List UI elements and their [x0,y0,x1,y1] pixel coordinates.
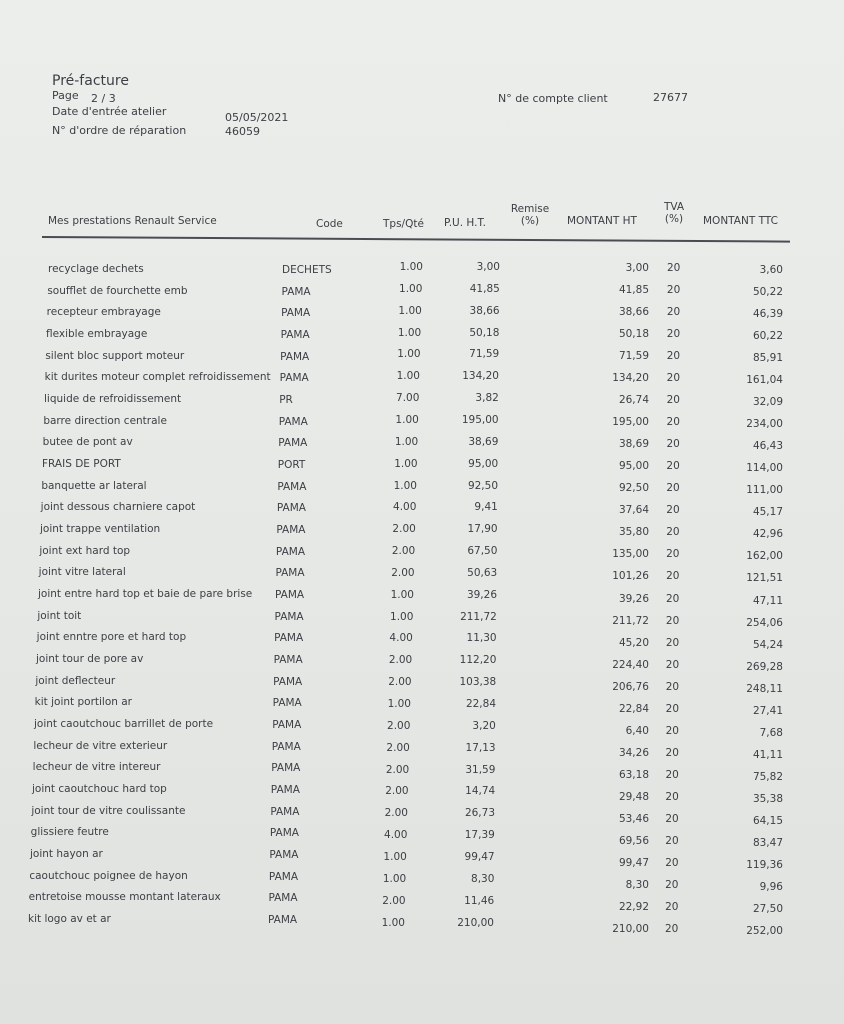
item-amount-ttc: 121,51 [746,572,783,585]
item-quantity: 1.00 [387,698,411,710]
item-amount-ttc: 32,09 [752,396,783,409]
item-vat-rate: 20 [665,900,679,913]
item-amount-ht: 95,00 [618,460,649,473]
item-description: butee de pont av [42,436,133,449]
item-amount-ttc: 269,28 [746,660,783,673]
item-quantity: 2.00 [387,719,411,732]
item-quantity: 4.00 [384,829,408,842]
item-vat-rate: 20 [666,284,681,297]
item-amount-ttc: 27,41 [752,704,783,717]
item-amount-ttc: 7,68 [759,726,783,739]
item-code: PAMA [270,805,300,818]
item-quantity: 1.00 [397,348,421,361]
item-code: PAMA [268,892,298,905]
item-description: joint tour de pore av [36,653,144,665]
col-header-amount-ht: MONTANT HT [567,215,637,227]
item-amount-ttc: 47,11 [752,594,783,607]
item-amount-ttc: 254,06 [746,616,783,629]
item-vat-rate: 20 [666,394,680,407]
item-unit-price: 17,39 [464,829,495,842]
item-description: FRAIS DE PORT [42,458,121,470]
item-unit-price: 99,47 [464,850,495,863]
item-unit-price: 14,74 [465,785,496,798]
item-description: flexible embrayage [46,328,148,340]
item-amount-ht: 22,84 [618,702,649,715]
item-unit-price: 31,59 [465,763,496,776]
item-amount-ttc: 114,00 [746,462,783,475]
item-vat-rate: 20 [666,592,680,605]
col-header-service: Mes prestations Renault Service [48,215,217,227]
item-amount-ht: 53,46 [618,812,649,825]
item-code: PAMA [278,415,308,428]
item-description: joint caoutchouc barrillet de porte [34,718,214,730]
item-code: PAMA [272,719,302,731]
item-description: lecheur de vitre exterieur [33,739,168,752]
item-code: PAMA [273,654,303,666]
item-description: joint hayon ar [30,848,103,860]
item-description: entretoise mousse montant lateraux [28,891,221,904]
item-quantity: 7.00 [396,392,420,405]
item-quantity: 2.00 [386,741,410,754]
item-code: PORT [277,459,306,471]
item-unit-price: 134,20 [462,370,499,383]
item-code: PAMA [275,545,306,558]
item-quantity: 1.00 [394,457,418,470]
item-amount-ht: 8,30 [625,878,649,891]
item-description: joint enntre pore et hard top [36,631,187,644]
item-vat-rate: 20 [666,416,680,429]
item-quantity: 2.00 [388,676,412,689]
account-number-value: 27677 [653,91,688,104]
item-description: recyclage dechets [48,263,144,275]
item-amount-ht: 211,72 [612,614,649,627]
item-vat-rate: 20 [665,658,680,671]
item-vat-rate: 20 [666,438,680,451]
item-quantity: 1.00 [397,326,422,339]
item-description: joint tour de vitre coulissante [31,804,186,817]
item-unit-price: 195,00 [461,413,499,426]
item-code: PAMA [276,502,306,515]
item-unit-price: 9,41 [474,501,498,514]
item-quantity: 1.00 [399,282,423,295]
item-amount-ttc: 50,22 [752,286,783,299]
item-unit-price: 112,20 [459,654,497,667]
item-unit-price: 3,00 [476,261,500,273]
item-unit-price: 3,20 [472,719,496,732]
item-quantity: 2.00 [384,807,408,820]
item-amount-ht: 26,74 [618,394,649,407]
item-amount-ttc: 46,39 [752,308,783,321]
order-number-value: 46059 [225,125,260,138]
item-amount-ttc: 60,22 [752,330,783,343]
col-header-qty: Tps/Qté [383,218,424,230]
item-vat-rate: 20 [665,724,679,737]
item-amount-ttc: 64,15 [752,814,783,827]
item-code: PAMA [274,610,304,623]
item-amount-ht: 6,40 [625,724,649,737]
item-amount-ht: 38,69 [618,438,649,451]
item-vat-rate: 20 [665,878,679,891]
item-quantity: 1.00 [395,413,419,426]
item-amount-ht: 63,18 [618,768,649,781]
document-title: Pré-facture [52,73,129,89]
item-amount-ttc: 54,24 [752,638,783,651]
item-code: PAMA [275,589,305,601]
item-unit-price: 22,84 [465,698,496,710]
item-quantity: 1.00 [382,872,407,885]
item-description: banquette ar lateral [41,479,147,492]
item-unit-price: 103,38 [459,676,497,689]
item-amount-ht: 45,20 [618,636,649,649]
item-vat-rate: 20 [666,526,680,539]
item-description: kit durites moteur complet refroidissement [44,371,271,384]
item-code: PAMA [279,372,309,385]
item-amount-ht: 135,00 [612,548,649,561]
item-unit-price: 11,46 [464,894,495,907]
item-description: silent bloc support moteur [45,349,185,362]
item-amount-ttc: 9,96 [759,880,783,893]
item-amount-ht: 224,40 [612,658,649,671]
item-amount-ttc: 45,17 [752,506,783,519]
item-vat-rate: 20 [665,746,679,759]
col-header-code: Code [316,218,343,230]
item-amount-ttc: 248,11 [746,682,783,695]
item-description: joint vitre lateral [38,566,126,579]
item-unit-price: 67,50 [467,545,498,558]
item-vat-rate: 20 [665,636,680,649]
item-unit-price: 17,13 [465,741,496,754]
item-unit-price: 50,63 [467,566,498,579]
entry-date-label: Date d'entrée atelier [52,105,167,118]
item-quantity: 1.00 [390,610,414,623]
item-amount-ttc: 3,60 [759,264,783,276]
item-vat-rate: 20 [665,680,680,693]
item-code: PAMA [272,697,302,710]
item-amount-ht: 210,00 [612,923,649,935]
item-amount-ttc: 119,36 [746,858,783,871]
col-header-unit-price: P.U. H.T. [444,217,486,229]
item-amount-ht: 101,26 [612,570,649,583]
item-vat-rate: 20 [665,790,679,803]
col-header-amount-ttc: MONTANT TTC [703,215,778,227]
item-amount-ht: 206,76 [612,680,649,693]
item-unit-price: 3,82 [475,392,499,405]
item-code: PAMA [278,437,308,450]
item-unit-price: 92,50 [467,479,498,492]
page-number: 2 / 3 [91,92,116,105]
item-amount-ht: 195,00 [612,416,649,429]
item-vat-rate: 20 [665,856,679,869]
item-unit-price: 26,73 [464,807,495,820]
item-quantity: 2.00 [388,654,413,667]
item-code: DECHETS [282,264,332,276]
item-unit-price: 11,30 [466,632,497,645]
item-code: PAMA [281,307,311,320]
item-quantity: 4.00 [393,501,417,514]
item-amount-ttc: 111,00 [746,484,783,497]
item-quantity: 1.00 [393,479,417,492]
item-description: joint caoutchouc hard top [32,783,167,795]
item-code: PAMA [271,762,301,775]
item-quantity: 2.00 [385,785,409,798]
item-amount-ht: 50,18 [618,328,649,341]
item-vat-rate: 20 [665,702,680,715]
item-description: soufflet de fourchette emb [47,284,188,297]
item-quantity: 1.00 [383,850,407,863]
item-code: PAMA [269,827,299,840]
item-amount-ht: 39,26 [618,592,649,605]
item-unit-price: 50,18 [469,326,500,339]
item-code: PAMA [280,329,310,341]
item-unit-price: 38,69 [468,435,499,448]
entry-date-value: 05/05/2021 [225,111,289,124]
item-vat-rate: 20 [665,923,679,935]
item-vat-rate: 20 [665,768,679,781]
account-number-label: N° de compte client [498,92,608,105]
item-amount-ht: 35,80 [618,526,649,539]
item-unit-price: 41,85 [469,282,500,295]
item-amount-ttc: 83,47 [752,836,783,849]
item-amount-ttc: 234,00 [746,418,783,431]
item-amount-ht: 69,56 [618,834,649,847]
item-vat-rate: 20 [666,482,680,495]
item-unit-price: 71,59 [469,348,500,361]
item-unit-price: 8,30 [471,872,495,885]
item-code: PAMA [271,740,301,753]
item-quantity: 2.00 [391,566,415,579]
item-code: PAMA [269,849,299,861]
item-amount-ttc: 162,00 [746,550,783,563]
item-code: PAMA [276,524,306,536]
item-amount-ht: 92,50 [618,482,649,495]
page-label: Page [52,89,79,102]
item-vat-rate: 20 [666,328,681,341]
item-vat-rate: 20 [666,372,681,385]
item-code: PAMA [268,914,298,926]
item-unit-price: 39,26 [466,588,497,601]
item-amount-ttc: 46,43 [752,440,783,453]
order-number-label: N° d'ordre de réparation [52,124,187,137]
item-unit-price: 38,66 [469,304,500,317]
item-amount-ht: 71,59 [618,350,649,363]
item-code: PAMA [277,480,307,493]
item-description: kit logo av et ar [28,913,111,925]
item-description: joint trappe ventilation [40,523,161,535]
item-quantity: 1.00 [394,435,419,448]
item-description: kit joint portilon ar [34,696,133,709]
item-amount-ttc: 42,96 [752,528,783,541]
item-code: PAMA [275,567,305,580]
col-header-vat: TVA (%) [663,201,685,225]
item-amount-ht: 37,64 [618,504,649,517]
item-amount-ht: 22,92 [618,900,649,913]
item-vat-rate: 20 [666,460,680,473]
item-amount-ht: 38,66 [618,306,649,319]
item-quantity: 1.00 [381,916,405,929]
item-vat-rate: 20 [667,262,681,274]
item-quantity: 2.00 [391,545,416,558]
item-code: PAMA [280,350,310,363]
item-amount-ht: 34,26 [618,746,649,759]
item-unit-price: 211,72 [460,610,497,623]
item-vat-rate: 20 [665,834,679,847]
item-description: recepteur embrayage [46,306,161,319]
item-description: lecheur de vitre intereur [32,761,161,774]
item-description: liquide de refroidissement [44,393,182,405]
item-code: PAMA [268,870,299,883]
item-code: PR [279,394,293,406]
item-code: PAMA [274,632,304,645]
col-header-discount: Remise (%) [510,203,550,227]
item-amount-ht: 29,48 [618,790,649,803]
item-description: barre direction centrale [43,414,167,427]
item-quantity: 1.00 [398,304,422,317]
item-code: PAMA [270,784,300,796]
item-amount-ttc: 75,82 [752,770,783,783]
item-code: PAMA [281,285,311,298]
item-vat-rate: 20 [666,306,681,319]
item-vat-rate: 20 [665,812,679,825]
item-amount-ttc: 252,00 [746,925,783,937]
item-vat-rate: 20 [666,504,680,517]
item-amount-ht: 99,47 [618,856,649,869]
item-vat-rate: 20 [666,350,681,363]
item-vat-rate: 20 [665,614,680,627]
item-unit-price: 17,90 [467,523,498,536]
item-amount-ht: 41,85 [618,284,649,297]
item-amount-ht: 134,20 [612,372,649,385]
item-description: glissiere feutre [30,826,109,839]
item-description: joint toit [37,609,82,622]
item-quantity: 4.00 [389,632,413,645]
item-code: PAMA [273,675,303,688]
item-quantity: 2.00 [385,763,410,776]
item-quantity: 2.00 [382,894,406,907]
item-unit-price: 210,00 [457,916,494,929]
item-description: caoutchouc poignee de hayon [29,869,188,882]
item-amount-ttc: 161,04 [746,374,783,387]
item-vat-rate: 20 [666,570,680,583]
item-description: joint ext hard top [39,544,131,557]
item-amount-ttc: 27,50 [752,902,783,915]
item-unit-price: 95,00 [468,457,499,470]
item-vat-rate: 20 [666,548,680,561]
item-amount-ht: 3,00 [625,262,649,274]
item-quantity: 1.00 [396,370,420,383]
item-quantity: 2.00 [392,523,416,536]
item-amount-ttc: 85,91 [752,352,783,365]
item-amount-ttc: 41,11 [752,748,783,761]
item-quantity: 1.00 [399,261,423,273]
item-quantity: 1.00 [390,588,414,601]
item-description: joint entre hard top et baie de pare brise [38,588,253,600]
item-amount-ttc: 35,38 [752,792,783,805]
item-description: joint dessous charniere capot [40,501,196,514]
item-description: joint deflecteur [35,674,116,687]
